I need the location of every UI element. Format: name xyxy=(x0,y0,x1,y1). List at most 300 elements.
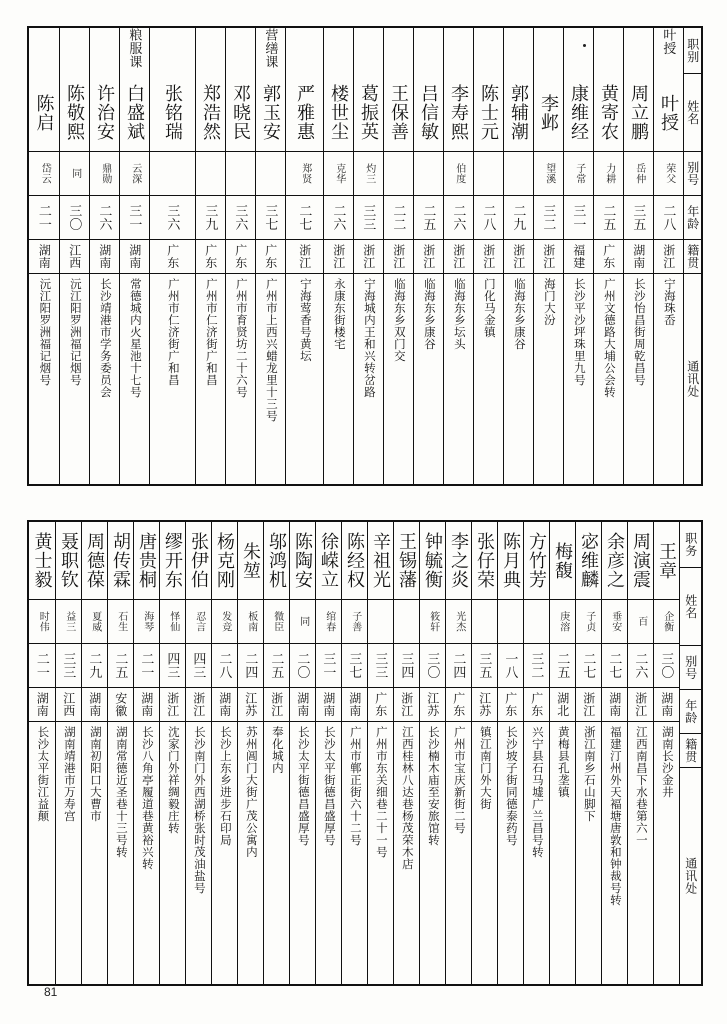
entry-age-text: 二六 xyxy=(331,204,347,231)
entry-address-text: 长沙楠木庙至安旅馆转 xyxy=(426,726,439,846)
entry-name xyxy=(550,522,575,600)
entry-alias xyxy=(324,152,353,196)
entry-title xyxy=(474,28,503,74)
entry-age-text: 二六 xyxy=(633,652,649,679)
entry-alias xyxy=(60,152,89,196)
entry-native-text: 湖南 xyxy=(217,692,232,717)
entry-alias xyxy=(594,152,623,196)
entry-name-text: 王保善 xyxy=(388,84,409,141)
entry-age xyxy=(290,644,315,688)
entry-age xyxy=(256,196,285,240)
entry-alias-text: 灼三 xyxy=(363,163,375,184)
entry-native-text: 浙江 xyxy=(581,692,596,717)
entry-native-text: 广东 xyxy=(233,244,248,269)
entry-age-text: 二九 xyxy=(87,652,103,679)
entry-column xyxy=(601,522,627,984)
entry-name-text: 胡传霖 xyxy=(110,532,131,589)
entry-address xyxy=(524,722,549,984)
entry-age-text: 二八 xyxy=(217,652,233,679)
entry-native xyxy=(354,240,383,274)
entry-age xyxy=(120,196,149,240)
entry-address-text: 黄梅县孔垄镇 xyxy=(556,726,569,798)
entry-address xyxy=(444,274,473,484)
entry-address xyxy=(56,722,81,984)
entry-native-text: 广东 xyxy=(601,244,616,269)
entry-age xyxy=(384,196,413,240)
entry-address-text: 长沙上东乡进步石印局 xyxy=(218,726,231,846)
entry-age xyxy=(196,196,225,240)
entry-age-text: 二四 xyxy=(451,652,467,679)
entry-name xyxy=(564,74,593,152)
entry-alias-text: 夏威 xyxy=(89,611,101,632)
entry-name-text: 余彦之 xyxy=(604,532,625,589)
entry-column xyxy=(353,28,383,484)
entry-alias-text: 怿仙 xyxy=(167,611,179,632)
entry-alias xyxy=(286,152,323,196)
entry-name-text: 陈经权 xyxy=(344,532,365,589)
entry-name-text: 张铭瑞 xyxy=(162,84,183,141)
entry-column xyxy=(627,522,653,984)
entry-age-text: 二七 xyxy=(581,652,597,679)
entry-native xyxy=(60,240,89,274)
entry-name-text: 聂职钦 xyxy=(58,532,79,589)
entry-name-text: 陈陶安 xyxy=(292,532,313,589)
entry-native xyxy=(654,688,679,722)
entry-age xyxy=(160,644,185,688)
entry-name xyxy=(504,74,533,152)
entry-address-text: 长沙太平街德昌盛厚号 xyxy=(296,726,309,846)
entry-age-text: 二二 xyxy=(391,204,407,231)
entry-age xyxy=(212,644,237,688)
entry-column xyxy=(255,28,285,484)
entry-native xyxy=(444,240,473,274)
entry-name xyxy=(186,522,211,600)
entry-age-text: 二五 xyxy=(601,204,617,231)
entry-column xyxy=(133,522,159,984)
entry-age xyxy=(226,196,255,240)
entry-native xyxy=(56,688,81,722)
entry-alias xyxy=(29,152,59,196)
entry-age xyxy=(286,196,323,240)
entry-alias-text: 发竞 xyxy=(219,611,231,632)
entry-name xyxy=(414,74,443,152)
entry-age xyxy=(264,644,289,688)
entry-alias xyxy=(264,600,289,644)
entry-native xyxy=(290,688,315,722)
entry-alias-text: 光杰 xyxy=(453,611,465,632)
entry-title xyxy=(354,28,383,74)
entry-native-text: 浙江 xyxy=(165,692,180,717)
entry-age xyxy=(354,196,383,240)
entry-age xyxy=(29,644,55,688)
entry-address-text: 湖南靖港市万寿宫 xyxy=(62,726,75,822)
entry-name xyxy=(384,74,413,152)
entry-name xyxy=(420,522,445,600)
entry-address xyxy=(29,274,59,484)
entry-columns-top xyxy=(29,28,683,484)
entry-age xyxy=(504,196,533,240)
entry-native xyxy=(564,240,593,274)
entry-native-text: 湖南 xyxy=(321,692,336,717)
entry-column xyxy=(29,522,55,984)
entry-alias xyxy=(82,600,107,644)
entry-address-text: 门化马金镇 xyxy=(482,278,495,338)
entry-alias xyxy=(472,600,497,644)
entry-name xyxy=(498,522,523,600)
entry-name-text: 许治安 xyxy=(94,84,115,141)
entry-column xyxy=(575,522,601,984)
entry-name xyxy=(160,522,185,600)
entry-age-text: 二六 xyxy=(451,204,467,231)
entry-alias xyxy=(354,152,383,196)
entry-name xyxy=(576,522,601,600)
entry-age xyxy=(534,196,563,240)
entry-column xyxy=(341,522,367,984)
entry-title xyxy=(60,28,89,74)
entry-alias xyxy=(316,600,341,644)
entry-alias-text: 克华 xyxy=(333,163,345,184)
entry-title xyxy=(120,28,149,74)
entry-native xyxy=(256,240,285,274)
label-address-bottom: 通讯处 xyxy=(683,857,698,895)
entry-native xyxy=(29,688,55,722)
entry-native xyxy=(628,688,653,722)
entry-age xyxy=(474,196,503,240)
entry-alias-text: 子善 xyxy=(349,611,361,632)
entry-column xyxy=(323,28,353,484)
entry-address xyxy=(264,722,289,984)
entry-name-text: 郭辅潮 xyxy=(508,84,529,141)
entry-name xyxy=(444,74,473,152)
entry-age-text: 四三 xyxy=(191,652,207,679)
entry-address xyxy=(446,722,471,984)
entry-age xyxy=(150,196,195,240)
entry-address-text: 福建汀州外天褔塘唐敦和钟裁号转 xyxy=(608,726,621,906)
entry-name-text: 梅馥 xyxy=(552,541,573,580)
entry-column xyxy=(55,522,81,984)
entry-name-text: 宓维麟 xyxy=(578,532,599,589)
entry-age-text: 二一 xyxy=(36,204,52,231)
entry-alias-text: 时伟 xyxy=(37,611,49,632)
entry-address xyxy=(534,274,563,484)
entry-title xyxy=(654,28,683,74)
entry-alias xyxy=(384,152,413,196)
entry-native xyxy=(316,688,341,722)
entry-alias xyxy=(550,600,575,644)
entry-native-text: 福建 xyxy=(571,244,586,269)
page-number: 81 xyxy=(44,985,58,999)
entry-alias xyxy=(504,152,533,196)
entry-native xyxy=(534,240,563,274)
entry-address xyxy=(160,722,185,984)
roster-table-top xyxy=(27,26,703,486)
entry-alias xyxy=(186,600,211,644)
entry-address xyxy=(594,274,623,484)
entry-native-text: 湖南 xyxy=(37,244,52,269)
entry-native-text: 江苏 xyxy=(477,692,492,717)
entry-alias xyxy=(238,600,263,644)
entry-name xyxy=(29,522,55,600)
entry-age xyxy=(368,644,393,688)
entry-alias xyxy=(576,600,601,644)
entry-name xyxy=(316,522,341,600)
entry-name xyxy=(524,522,549,600)
entry-name xyxy=(264,522,289,600)
entry-column xyxy=(89,28,119,484)
entry-age xyxy=(624,196,653,240)
entry-age-text: 三三 xyxy=(361,204,377,231)
entry-address xyxy=(324,274,353,484)
entry-alias-text: 石生 xyxy=(115,611,127,632)
entry-alias-text: 子常 xyxy=(573,163,585,184)
entry-name-text: 钟毓衡 xyxy=(422,532,443,589)
entry-native-text: 广东 xyxy=(529,692,544,717)
entry-name-text: 黄寄农 xyxy=(598,84,619,141)
entry-age-text: 二七 xyxy=(607,652,623,679)
entry-alias-text: 望溪 xyxy=(543,163,555,184)
entry-age-text: 三〇 xyxy=(659,652,675,679)
entry-column xyxy=(119,28,149,484)
entry-name-text: 郑浩然 xyxy=(200,84,221,141)
entry-native xyxy=(90,240,119,274)
entry-native-text: 浙江 xyxy=(361,244,376,269)
entry-age xyxy=(498,644,523,688)
entry-name-text: 黄士毅 xyxy=(32,532,53,589)
entry-native xyxy=(550,688,575,722)
entry-column xyxy=(237,522,263,984)
entry-alias-text: 企衡 xyxy=(661,611,673,632)
entry-column xyxy=(497,522,523,984)
entry-title xyxy=(504,28,533,74)
entry-name xyxy=(56,522,81,600)
entry-alias-text: 忍言 xyxy=(193,611,205,632)
entry-native-text: 浙江 xyxy=(421,244,436,269)
entry-age xyxy=(82,644,107,688)
label-title-top: 职别 xyxy=(684,28,701,74)
entry-address-text: 广州市郸正街六十二号 xyxy=(348,726,361,846)
entry-title xyxy=(196,28,225,74)
entry-address-text: 长沙太平街江益颠 xyxy=(36,726,49,822)
entry-age-text: 三一 xyxy=(321,652,337,679)
entry-native-text: 浙江 xyxy=(511,244,526,269)
entry-address-text: 临海东乡康谷 xyxy=(512,278,525,350)
entry-name-text: 叶授 xyxy=(658,93,679,132)
entry-address xyxy=(342,722,367,984)
entry-alias xyxy=(564,152,593,196)
entry-column xyxy=(443,28,473,484)
entry-column xyxy=(471,522,497,984)
entry-native xyxy=(226,240,255,274)
entry-native xyxy=(504,240,533,274)
entry-age xyxy=(134,644,159,688)
entry-native xyxy=(594,240,623,274)
entry-address xyxy=(196,274,225,484)
entry-alias xyxy=(524,600,549,644)
entry-age-text: 三七 xyxy=(263,204,279,231)
entry-address-text: 江西桂林八达巷杨茂荣木店 xyxy=(400,726,413,870)
entry-native-text: 浙江 xyxy=(331,244,346,269)
entry-native xyxy=(160,688,185,722)
entry-name-text: 朱堃 xyxy=(240,541,261,580)
entry-age xyxy=(564,196,593,240)
entry-address xyxy=(420,722,445,984)
entry-column xyxy=(503,28,533,484)
entry-name xyxy=(324,74,353,152)
entry-alias xyxy=(256,152,285,196)
entry-address xyxy=(384,274,413,484)
entry-alias xyxy=(534,152,563,196)
entry-address-text: 广州市仁济街广和昌 xyxy=(166,278,179,386)
label-name-top: 姓名 xyxy=(684,74,701,152)
entry-age xyxy=(524,644,549,688)
entry-age xyxy=(472,644,497,688)
entry-address-text: 临海东乡康谷 xyxy=(422,278,435,350)
entry-age-text: 三六 xyxy=(165,204,181,231)
entry-name-text: 李之炎 xyxy=(448,532,469,589)
entry-age-text: 三〇 xyxy=(67,204,83,231)
entry-age-text: 三五 xyxy=(477,652,493,679)
entry-native xyxy=(196,240,225,274)
entry-title xyxy=(324,28,353,74)
label-native-bottom: 籍贯 xyxy=(680,734,701,768)
entry-native-text: 广东 xyxy=(203,244,218,269)
entry-column xyxy=(563,28,593,484)
entry-address xyxy=(564,274,593,484)
entry-address xyxy=(654,722,679,984)
entry-native xyxy=(472,688,497,722)
entry-address-text: 宁海莺香号黄坛 xyxy=(298,278,311,362)
entry-address xyxy=(654,274,683,484)
entry-name-text: 陈启 xyxy=(34,93,55,132)
entry-title xyxy=(226,28,255,74)
entry-title xyxy=(414,28,443,74)
entry-native xyxy=(576,688,601,722)
entry-age xyxy=(420,644,445,688)
entry-address xyxy=(628,722,653,984)
entry-address-text: 临海东乡双门交 xyxy=(392,278,405,362)
entry-native xyxy=(120,240,149,274)
entry-alias-text: 绾春 xyxy=(323,611,335,632)
entry-address-text: 常德城内火星池十七号 xyxy=(128,278,141,398)
entry-name-text: 陈士元 xyxy=(478,84,499,141)
entry-name xyxy=(654,522,679,600)
entry-native-text: 浙江 xyxy=(481,244,496,269)
roster-table-bottom xyxy=(27,520,703,986)
entry-address xyxy=(474,274,503,484)
entry-column xyxy=(367,522,393,984)
entry-age-text: 二一 xyxy=(34,652,50,679)
entry-column xyxy=(107,522,133,984)
entry-age-text: 二一 xyxy=(139,652,155,679)
entry-age xyxy=(446,644,471,688)
entry-age-text: 二八 xyxy=(661,204,677,231)
entry-native xyxy=(212,688,237,722)
entry-address-text: 苏州阊门大街广茂公寓内 xyxy=(244,726,257,858)
entry-alias xyxy=(196,152,225,196)
entry-column xyxy=(445,522,471,984)
entry-name xyxy=(196,74,225,152)
entry-address xyxy=(414,274,443,484)
entry-name-text: 白盛斌 xyxy=(124,84,145,141)
entry-age xyxy=(342,644,367,688)
entry-address xyxy=(286,274,323,484)
entry-title xyxy=(594,28,623,74)
entry-address-text: 长沙太平街德昌盛厚号 xyxy=(322,726,335,846)
entry-age-text: 四三 xyxy=(165,652,181,679)
entry-name xyxy=(594,74,623,152)
entry-alias-text: 鼎勋 xyxy=(99,163,111,184)
entry-alias-text: 岳仲 xyxy=(633,163,645,184)
entry-native-text: 浙江 xyxy=(269,692,284,717)
entry-native xyxy=(368,688,393,722)
entry-address-text: 江西南昌下水巷第六一 xyxy=(634,726,647,846)
entry-column xyxy=(393,522,419,984)
entry-name-text: 徐嵘立 xyxy=(318,532,339,589)
entry-column xyxy=(523,522,549,984)
entry-title xyxy=(256,28,285,74)
entry-alias xyxy=(29,600,55,644)
entry-alias-text: 同 xyxy=(69,168,81,179)
entry-name xyxy=(342,522,367,600)
entry-column xyxy=(473,28,503,484)
entry-address xyxy=(624,274,653,484)
entry-native-text: 浙江 xyxy=(541,244,556,269)
ink-speck xyxy=(583,44,586,47)
entry-name-text: 李邺 xyxy=(538,93,559,132)
entry-age-text: 二七 xyxy=(297,204,313,231)
entry-column xyxy=(593,28,623,484)
entry-name-text: 张仔荣 xyxy=(474,532,495,589)
entry-native xyxy=(446,688,471,722)
entry-title xyxy=(564,28,593,74)
entry-column xyxy=(195,28,225,484)
entry-column xyxy=(263,522,289,984)
entry-native xyxy=(654,240,683,274)
entry-alias xyxy=(212,600,237,644)
entry-alias-text: 庚溶 xyxy=(557,611,569,632)
entry-alias xyxy=(446,600,471,644)
entry-address-text: 长沙平沙坪珠里九号 xyxy=(572,278,585,386)
entry-name-text: 杨克刚 xyxy=(214,532,235,589)
entry-age-text: 二五 xyxy=(113,652,129,679)
entry-address-text: 长沙坡子街同德泰药号 xyxy=(504,726,517,846)
entry-address xyxy=(186,722,211,984)
entry-address-text: 浙江南乡石山脚下 xyxy=(582,726,595,822)
entry-column xyxy=(225,28,255,484)
entry-alias-text: 垂安 xyxy=(609,611,621,632)
entry-native xyxy=(134,688,159,722)
entry-address-text: 沅江阳罗洲福记烟号 xyxy=(68,278,81,386)
entry-alias-text: 岱云 xyxy=(39,163,51,184)
entry-name-text: 吕信敏 xyxy=(418,84,439,141)
entry-age-text: 二〇 xyxy=(295,652,311,679)
entry-name xyxy=(628,522,653,600)
entry-age-text: 三九 xyxy=(203,204,219,231)
entry-age-text: 三〇 xyxy=(425,652,441,679)
entry-age xyxy=(654,644,679,688)
entry-alias-text: 力耕 xyxy=(603,163,615,184)
entry-name-text: 楼世尘 xyxy=(328,84,349,141)
entry-native-text: 湖南 xyxy=(127,244,142,269)
entry-address-text: 沈家门外祥绸毅庄转 xyxy=(166,726,179,834)
entry-address-text: 临海东乡坛头 xyxy=(452,278,465,350)
entry-native xyxy=(420,688,445,722)
entry-native-text: 湖北 xyxy=(555,692,570,717)
entry-alias xyxy=(444,152,473,196)
entry-native xyxy=(264,688,289,722)
entry-native xyxy=(324,240,353,274)
entry-address-text: 广州市东关细巷二十一号 xyxy=(374,726,387,858)
